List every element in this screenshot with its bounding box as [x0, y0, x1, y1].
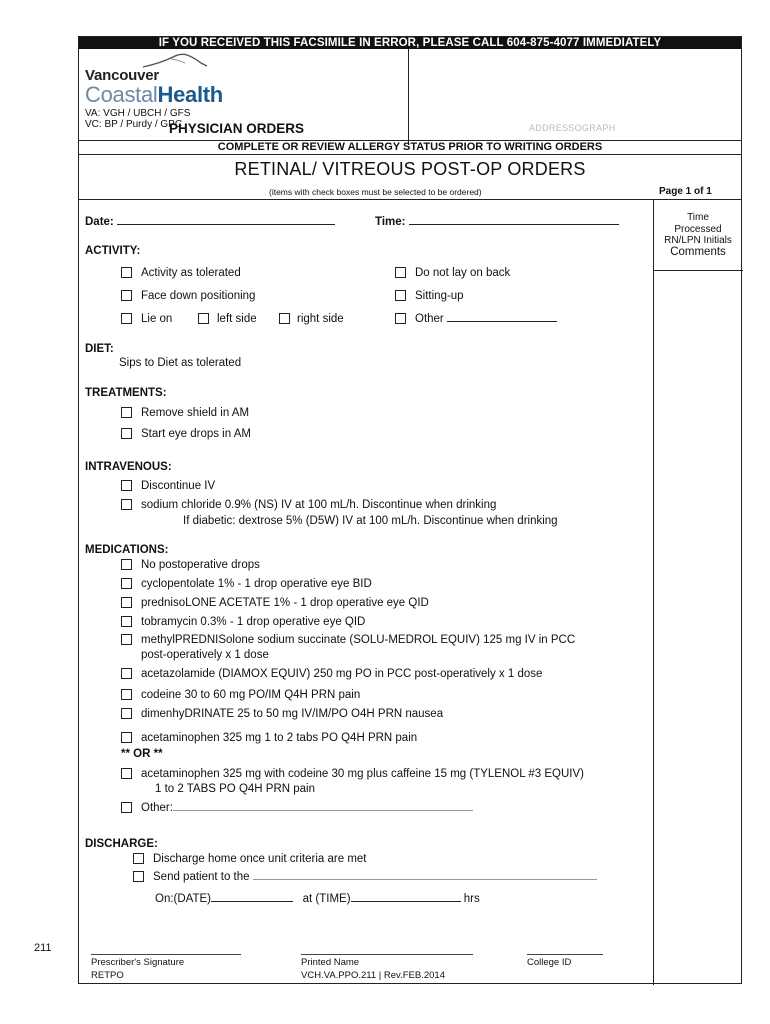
checkbox-discharge-home[interactable]: [133, 853, 144, 864]
label-acetazolamide: acetazolamide (DIAMOX EQUIV) 250 mg PO in PCC post-operatively x 1 dose: [141, 668, 543, 680]
allergy-instruction: COMPLETE OR REVIEW ALLERGY STATUS PRIOR TO WRITING ORDERS: [217, 141, 603, 153]
checkbox-left-side[interactable]: [198, 313, 209, 324]
label-discharge-home: Discharge home once unit criteria are met: [153, 853, 367, 865]
prescriber-signature-label: Prescriber's Signature: [91, 957, 185, 968]
time-field[interactable]: Time:: [375, 216, 619, 228]
page-number: 211: [34, 942, 52, 954]
label-codeine: codeine 30 to 60 mg PO/IM Q4H PRN pain: [141, 689, 361, 701]
logo-coastal-health: CoastalHealth: [85, 82, 223, 107]
physician-order-form: [78, 36, 742, 984]
label-right-side: right side: [297, 313, 344, 325]
printed-name-line[interactable]: [301, 954, 473, 955]
checkbox-tobramycin[interactable]: [121, 616, 132, 627]
site-va: VA: VGH / UBCH / GFS: [85, 108, 191, 119]
college-id-label: College ID: [527, 957, 572, 968]
discharge-date-time-field[interactable]: On:(DATE) at (TIME) hrs: [155, 893, 480, 905]
page-info: Page 1 of 1: [659, 186, 712, 197]
checkbox-codeine[interactable]: [121, 689, 132, 700]
logo-vancouver: Vancouver: [85, 67, 160, 84]
checkbox-remove-shield[interactable]: [121, 407, 132, 418]
label-tylenol-3-1: acetaminophen 325 mg with codeine 30 mg plus caffeine 15 mg (TYLENOL #3 EQUIV): [141, 768, 584, 780]
label-diabetic: If diabetic: dextrose 5% (D5W) IV at 100 mL/h. Discontinue when drinking: [183, 515, 558, 527]
addressograph-label: ADDRESSOGRAPH: [529, 123, 616, 133]
discharge-header: DISCHARGE:: [85, 838, 158, 850]
checkbox-acetazolamide[interactable]: [121, 668, 132, 679]
college-id-line[interactable]: [527, 954, 603, 955]
checkbox-sitting-up[interactable]: [395, 290, 406, 301]
checkbox-right-side[interactable]: [279, 313, 290, 324]
medications-header: MEDICATIONS:: [85, 544, 169, 556]
checkbox-start-drops[interactable]: [121, 428, 132, 439]
site-vc: VC: BP / Purdy / GPC: [85, 119, 183, 130]
medication-other-field[interactable]: Other:: [141, 802, 473, 814]
label-lie-on: Lie on: [141, 313, 173, 325]
checkbox-dimenhydrinate[interactable]: [121, 708, 132, 719]
activity-other-field[interactable]: Other: [415, 313, 557, 325]
divider: [79, 199, 741, 200]
label-dimenhydrinate: dimenhyDRINATE 25 to 50 mg IV/IM/PO O4H PRN nausea: [141, 708, 444, 720]
label-discontinue-iv: Discontinue IV: [141, 480, 216, 492]
fax-warning-banner: IF YOU RECEIVED THIS FACSIMILE IN ERROR, PLEASE CALL 604-875-4077 IMMEDIATELY: [79, 37, 741, 49]
label-sodium-chloride: sodium chloride 0.9% (NS) IV at 100 mL/h. Discontinue when drinking: [141, 499, 497, 511]
side-column-header: Time Processed RN/LPN Initials Comments: [664, 212, 732, 258]
label-methylprednisolone-2: post-operatively x 1 dose: [141, 649, 269, 661]
prescriber-signature-line[interactable]: [91, 954, 241, 955]
checkbox-acetaminophen[interactable]: [121, 732, 132, 743]
label-no-postop: No postoperative drops: [141, 559, 260, 571]
checkbox-activity-tolerated[interactable]: [121, 267, 132, 278]
label-not-lay-back: Do not lay on back: [415, 267, 511, 279]
form-title: RETINAL/ VITREOUS POST-OP ORDERS: [234, 159, 586, 179]
label-face-down: Face down positioning: [141, 290, 256, 302]
checkbox-face-down[interactable]: [121, 290, 132, 301]
label-remove-shield: Remove shield in AM: [141, 407, 250, 419]
form-subtitle: (items with check boxes must be selected to be ordered): [269, 187, 482, 197]
checkbox-prednisolone[interactable]: [121, 597, 132, 608]
label-left-side: left side: [217, 313, 257, 325]
label-methylprednisolone-1: methylPREDNISolone sodium succinate (SOLU-MEDROL EQUIV) 125 mg IV in PCC: [141, 634, 576, 646]
form-code: RETPO: [91, 970, 124, 981]
or-label: ** OR **: [121, 748, 163, 760]
intravenous-header: INTRAVENOUS:: [85, 461, 172, 473]
label-tobramycin: tobramycin 0.3% - 1 drop operative eye QID: [141, 616, 366, 628]
side-header-divider: [653, 270, 743, 271]
checkbox-sodium-chloride[interactable]: [121, 499, 132, 510]
checkbox-lie-on[interactable]: [121, 313, 132, 324]
form-revision: VCH.VA.PPO.211 | Rev.FEB.2014: [301, 970, 445, 981]
label-acetaminophen: acetaminophen 325 mg 1 to 2 tabs PO Q4H PRN pain: [141, 732, 418, 744]
physician-orders-label: PHYSICIAN ORDERS: [169, 121, 305, 136]
activity-header: ACTIVITY:: [85, 245, 141, 257]
diet-item: Sips to Diet as tolerated: [119, 357, 242, 369]
checkbox-send-patient[interactable]: [133, 871, 144, 882]
checkbox-medication-other[interactable]: [121, 802, 132, 813]
divider: [79, 154, 741, 155]
diet-header: DIET:: [85, 343, 114, 355]
checkbox-methylprednisolone[interactable]: [121, 634, 132, 645]
send-patient-field[interactable]: Send patient to the: [153, 871, 597, 883]
label-activity-tolerated: Activity as tolerated: [141, 267, 241, 279]
label-sitting-up: Sitting-up: [415, 290, 464, 302]
label-start-drops: Start eye drops in AM: [141, 428, 251, 440]
checkbox-activity-other[interactable]: [395, 313, 406, 324]
label-tylenol-3-2: 1 to 2 TABS PO Q4H PRN pain: [155, 783, 316, 795]
side-column-divider: [653, 199, 654, 985]
checkbox-tylenol-3[interactable]: [121, 768, 132, 779]
treatments-header: TREATMENTS:: [85, 387, 167, 399]
printed-name-label: Printed Name: [301, 957, 360, 968]
label-cyclopentolate: cyclopentolate 1% - 1 drop operative eye BID: [141, 578, 372, 590]
date-field[interactable]: Date:: [85, 216, 335, 228]
label-prednisolone: prednisoLONE ACETATE 1% - 1 drop operative eye QID: [141, 597, 429, 609]
checkbox-no-postop[interactable]: [121, 559, 132, 570]
checkbox-not-lay-back[interactable]: [395, 267, 406, 278]
checkbox-cyclopentolate[interactable]: [121, 578, 132, 589]
checkbox-discontinue-iv[interactable]: [121, 480, 132, 491]
